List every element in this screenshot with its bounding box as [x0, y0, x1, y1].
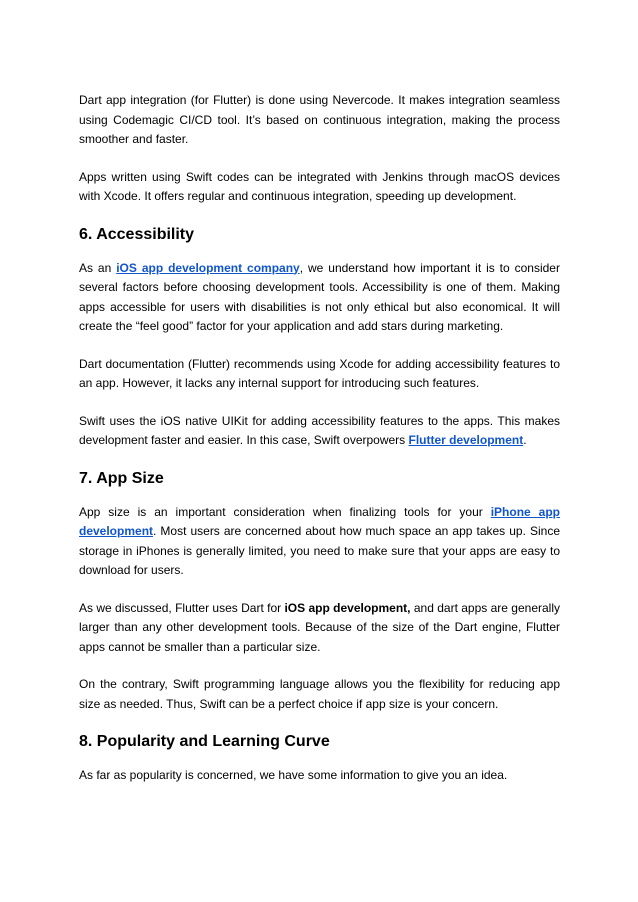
paragraph-app-size-intro: App size is an important consideration when finalizing tools for your iPhone app development. Most users are concerned about how much space an app takes up. Since storage in iPhones is generally limited, you need to make sure that your apps are easy to download for users.: [79, 504, 560, 577]
paragraph-popularity: As far as popularity is concerned, we have some information to give you an idea.: [79, 768, 508, 782]
paragraph-swift-app-size: On the contrary, Swift programming language allows you the flexibility for reducing app size as needed. Thus, Swift can be a perfect choice if app size is your concern.: [79, 677, 560, 711]
paragraph-dart-accessibility: Dart documentation (Flutter) recommends using Xcode for adding accessibility features to an app. However, it lacks any internal support for introducing such features.: [79, 356, 560, 390]
document-page: [79, 91, 560, 804]
link-ios-app-development-company[interactable]: iOS app development company: [116, 260, 300, 275]
paragraph-accessibility-intro: As an iOS app development company, we understand how important it is to consider several factors before choosing development tools. Accessibility is one of them. Making apps accessible for users with disabilities is not only ethical but also economical. It will create the “feel good” factor for your application and add stars during marketing.: [79, 260, 560, 333]
paragraph-flutter-app-size: As we discussed, Flutter uses Dart for iOS app development, and dart apps are generally larger than any other development tools. Because of the size of the Dart engine, Flutter apps cannot be smaller than a particular size.: [79, 600, 560, 654]
paragraph-swift-accessibility: Swift uses the iOS native UIKit for adding accessibility features to the apps. This makes development faster and easier. In this case, Swift overpowers Flutter development.: [79, 413, 560, 447]
paragraph-dart-integration: Dart app integration (for Flutter) is done using Nevercode. It makes integration seamless using Codemagic CI/CD tool. It’s based on continuous integration, making the process smoother and faster.: [79, 93, 560, 146]
bold-ios-app-development: iOS app development,: [284, 600, 411, 615]
link-iphone-app-development[interactable]: iPhone app development: [79, 504, 560, 538]
heading-app-size: 7. App Size: [79, 469, 164, 487]
heading-popularity: 8. Popularity and Learning Curve: [79, 733, 330, 750]
link-flutter-development[interactable]: Flutter development: [408, 433, 524, 447]
heading-accessibility: 6. Accessibility: [79, 225, 195, 243]
paragraph-swift-integration: Apps written using Swift codes can be integrated with Jenkins through macOS devices with Xcode. It offers regular and continuous integration, speeding up development.: [79, 169, 560, 203]
